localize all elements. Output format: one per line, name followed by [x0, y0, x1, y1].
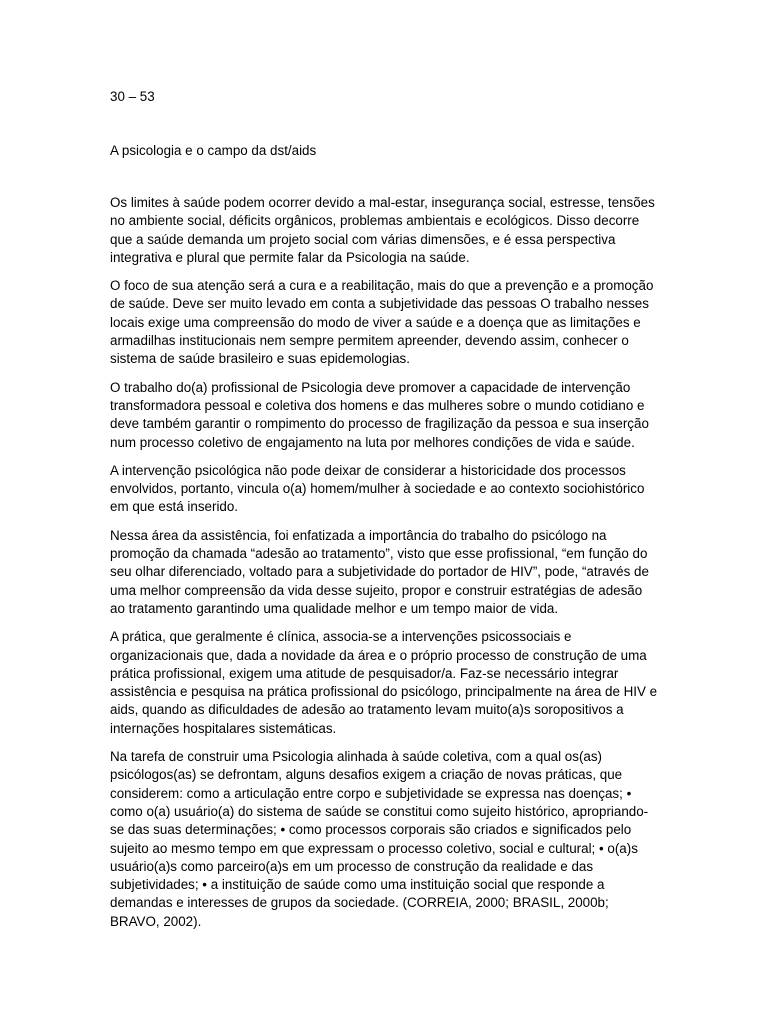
- paragraph: O trabalho do(a) profissional de Psicologia deve promover a capacidade de intervenção transformadora pessoal e coletiva dos homens e das mulheres sobre o mundo cotidiano e deve também garantir o rompimento do processo de fragilização da pessoa e sua inserção num processo coletivo de engajamento na luta por melhores condições de vida e saúde.: [110, 379, 649, 450]
- paragraph: Na tarefa de construir uma Psicologia alinhada à saúde coletiva, com a qual os(as) psicólogos(as) se defrontam, alguns desafios exigem a criação de novas práticas, que considerem: como a articulação entre corpo e subjetividade se expressa nas doenças; • como o(a) usuário(a) do sistema de saúde se constitui como sujeito histórico, apropriando-se das suas determinações; • como processos corporais são criados e significados pelo sujeito ao mesmo tempo em que expressam o processo coletivo, social e cultural; • o(a)s usuário(a)s como parceiro(a)s em um processo de construção da realidade e das subjetividades; • a instituição de saúde como uma instituição social que responde a demandas e interesses de grupos da sociedade. (CORREIA, 2000; BRASIL, 2000b; BRAVO, 2002).: [110, 749, 649, 929]
- paragraph: A prática, que geralmente é clínica, associa-se a intervenções psicossociais e organizacionais que, dada a novidade da área e o próprio processo de construção de uma prática profissional, exigem uma atitude de pesquisador/a. Faz-se necessário integrar assistência e pesquisa na prática profissional do psicólogo, principalmente na área de HIV e aids, quando as dificuldades de adesão ao tratamento levam muito(a)s soropositivos a internações hospitalares sistemáticas.: [110, 629, 658, 736]
- page-range: 30 – 53: [110, 89, 155, 104]
- paragraph: Os limites à saúde podem ocorrer devido a mal-estar, insegurança social, estresse, tensões no ambiente social, déficits orgânicos, problemas ambientais e ecológicos. Disso decorre que a saúde demanda um projeto social com várias dimensões, e é essa perspectiva integrativa e plural que permite falar da Psicologia na saúde.: [110, 195, 655, 265]
- paragraph: O foco de sua atenção será a cura e a reabilitação, mais do que a prevenção e a promoção de saúde. Deve ser muito levado em conta a subjetividade das pessoas O trabalho nesses locais exige uma compreensão do modo de viver a saúde e a doença que as limitações e armadilhas institucionais nem sempre permitem apreender, devendo assim, conhecer o sistema de saúde brasileiro e suas epidemologias.: [110, 278, 654, 367]
- document-body: [110, 194, 660, 941]
- document-title: A psicologia e o campo da dst/aids: [110, 143, 317, 158]
- document-page: [110, 88, 660, 929]
- paragraph: Nessa área da assistência, foi enfatizada a importância do trabalho do psicólogo na promoção da chamada “adesão ao tratamento”, visto que esse profissional, “em função do seu olhar diferenciado, voltado para a subjetividade do portador de HIV”, pode, “através de uma melhor compreensão da vida desse sujeito, propor e construir estratégias de adesão ao tratamento garantindo uma qualidade melhor e um tempo maior de vida.: [110, 527, 649, 616]
- paragraph: A intervenção psicológica não pode deixar de considerar a historicidade dos processos envolvidos, portanto, vincula o(a) homem/mulher à sociedade e ao contexto sociohistórico em que está inserido.: [110, 462, 645, 515]
